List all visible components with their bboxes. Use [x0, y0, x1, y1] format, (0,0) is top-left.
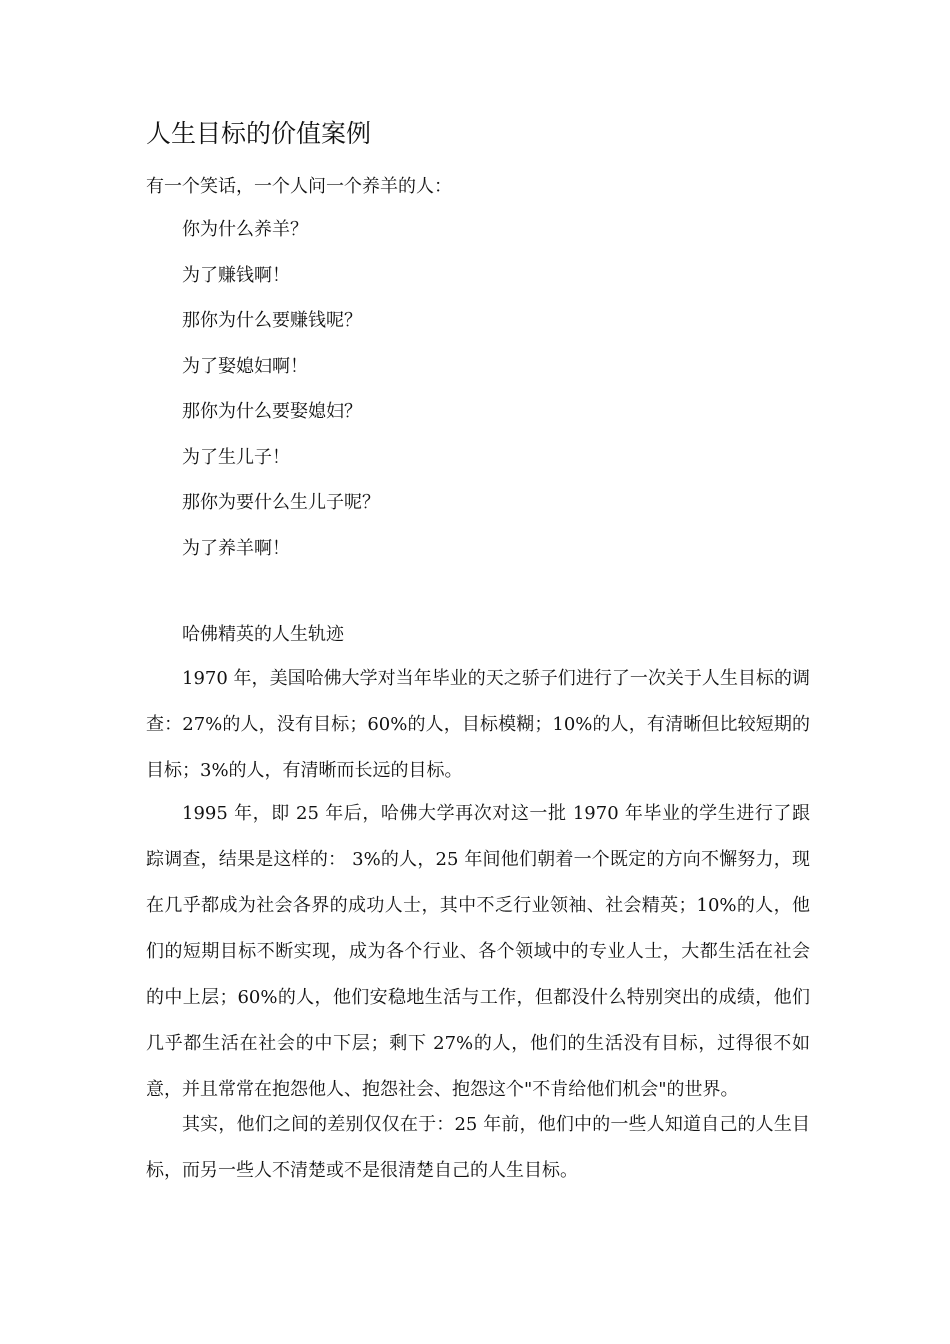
intro-line: 有一个笑话，一个人问一个养羊的人： — [146, 176, 452, 197]
dialogue-line: 为了养羊啊！ — [182, 537, 290, 559]
dialogue-line: 为了生儿子！ — [182, 446, 290, 468]
dialogue-line: 你为什么养羊？ — [182, 219, 308, 240]
dialogue-line: 那你为什么要娶媳妇？ — [182, 401, 362, 422]
dialogue-line: 为了赚钱啊！ — [182, 264, 290, 286]
dialogue-line: 为了娶媳妇啊！ — [182, 355, 308, 377]
paragraph-conclusion: 其实，他们之间的差别仅仅在于：25 年前，他们中的一些人知道自己的人生目标，而另一些人不清楚或不是很清楚自己的人生目标。 — [146, 1114, 810, 1181]
dialogue-line: 那你为要什么生儿子呢？ — [182, 492, 380, 513]
document-title: 人生目标的价值案例 — [146, 119, 372, 148]
dialogue-list — [182, 215, 380, 579]
section-subtitle: 哈佛精英的人生轨迹 — [182, 624, 344, 645]
paragraph-survey-1970: 1970 年，美国哈佛大学对当年毕业的天之骄子们进行了一次关于人生目标的调查：27%的人，没有目标；60%的人，目标模糊；10%的人，有清晰但比较短期的目标；3%的人，有清晰而长远的目标。 — [146, 668, 810, 781]
paragraph-followup-1995: 1995 年，即 25 年后，哈佛大学再次对这一批 1970 年毕业的学生进行了跟踪调查，结果是这样的： 3%的人，25 年间他们朝着一个既定的方向不懈努力，现在几乎都成为社会各界的成功人士，其中不乏行业领袖、社会精英；10%的人，他们的短期目标不断实现，成为各个行业、各个领域中的专业人士，大都生活在社会的中上层；60%的人，他们安稳地生活与工作，但都没什么特别突出的成绩，他们几乎都生活在社会的中下层；剩下 27%的人，他们的生活没有目标，过得很不如意，并且常常在抱怨他人、抱怨社会、抱怨这个"不肯给他们机会"的世界。 — [146, 803, 810, 1100]
dialogue-line: 那你为什么要赚钱呢？ — [182, 310, 362, 331]
